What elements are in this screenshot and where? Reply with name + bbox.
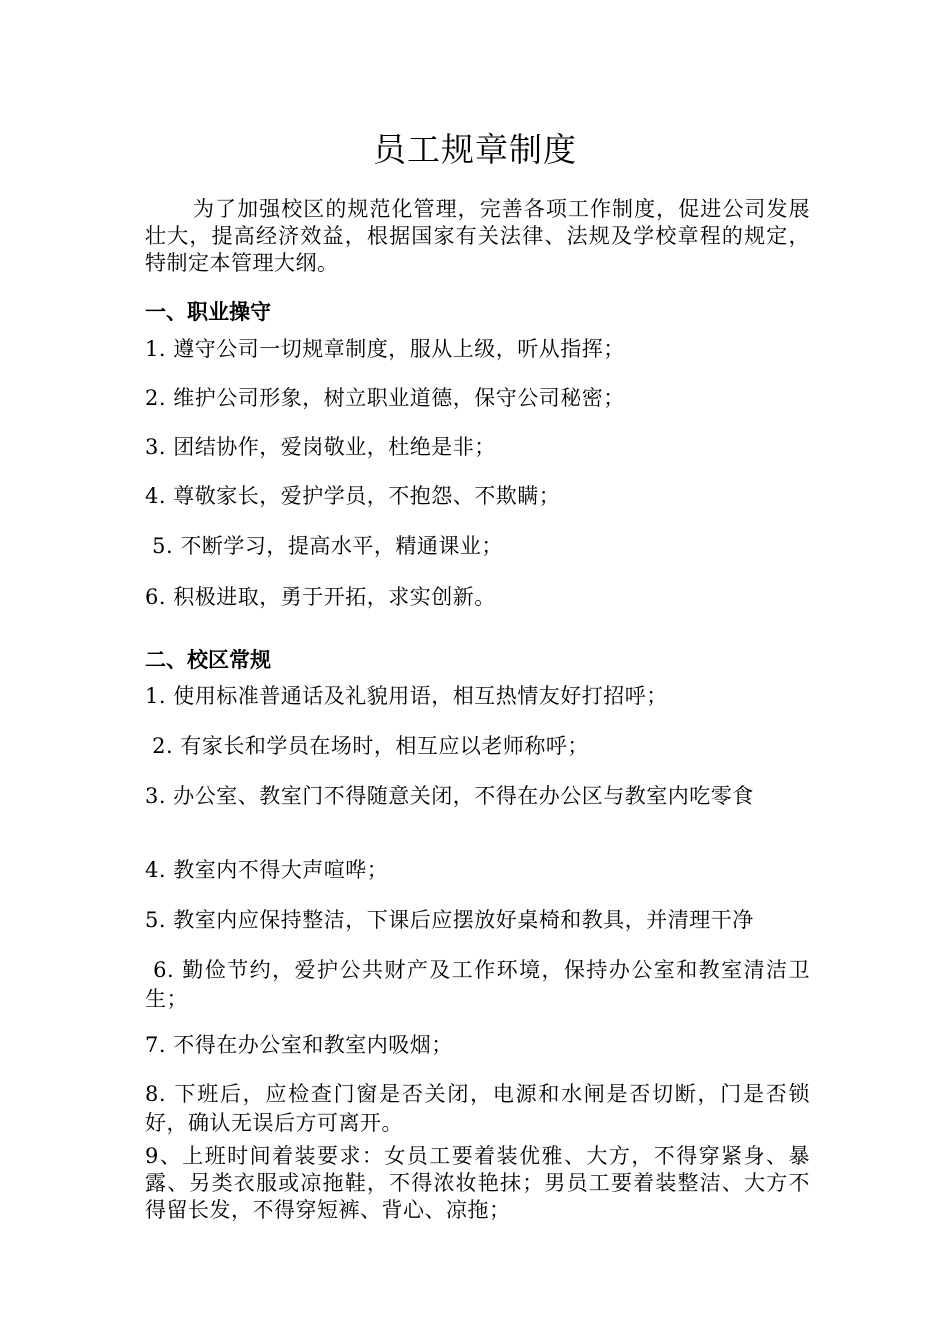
document-title: 员工规章制度 (373, 130, 577, 169)
list-item: 3. 团结协作，爱岗敬业，杜绝是非； (145, 435, 496, 459)
list-item: 2. 维护公司形象，树立职业道德，保守公司秘密； (145, 386, 625, 410)
section-heading-professional-conduct: 一、职业操守 (145, 300, 271, 324)
list-item: 7. 不得在办公室和教室内吸烟； (145, 1033, 453, 1057)
list-item: 1. 使用标准普通话及礼貌用语，相互热情友好打招呼； (145, 684, 668, 708)
list-item: 5. 不断学习，提高水平，精通课业； (145, 534, 503, 558)
list-item: 9、上班时间着装要求：女员工要着装优雅、大方，不得穿紧身、暴露、另类衣服或凉拖鞋，不得浓妆艳抹；男员工要着装整洁、大方不得留长发，不得穿短裤、背心、凉拖； (145, 1144, 810, 1222)
list-item: 4. 尊敬家长，爱护学员，不抱怨、不欺瞒； (145, 484, 561, 508)
list-item: 6. 积极进取，勇于开拓，求实创新。 (145, 585, 496, 609)
intro-paragraph: 为了加强校区的规范化管理，完善各项工作制度，促进公司发展壮大，提高经济效益，根据国家有关法律、法规及学校章程的规定，特制定本管理大纲。 (145, 197, 810, 275)
list-item: 8. 下班后，应检查门窗是否关闭，电源和水闸是否切断，门是否锁好，确认无误后方可离开。 (145, 1082, 810, 1135)
list-item: 3. 办公室、教室门不得随意关闭，不得在办公区与教室内吃零食 (145, 784, 754, 808)
list-item: 4. 教室内不得大声喧哗； (145, 858, 389, 882)
list-item: 2. 有家长和学员在场时，相互应以老师称呼； (145, 734, 589, 758)
list-item: 6. 勤俭节约，爱护公共财产及工作环境，保持办公室和教室清洁卫生； (145, 958, 810, 1011)
list-item: 5. 教室内应保持整洁，下课后应摆放好桌椅和教具，并清理干净 (145, 908, 754, 932)
list-item: 1. 遵守公司一切规章制度，服从上级，听从指挥； (145, 337, 625, 361)
section-heading-campus-rules: 二、校区常规 (145, 648, 271, 672)
